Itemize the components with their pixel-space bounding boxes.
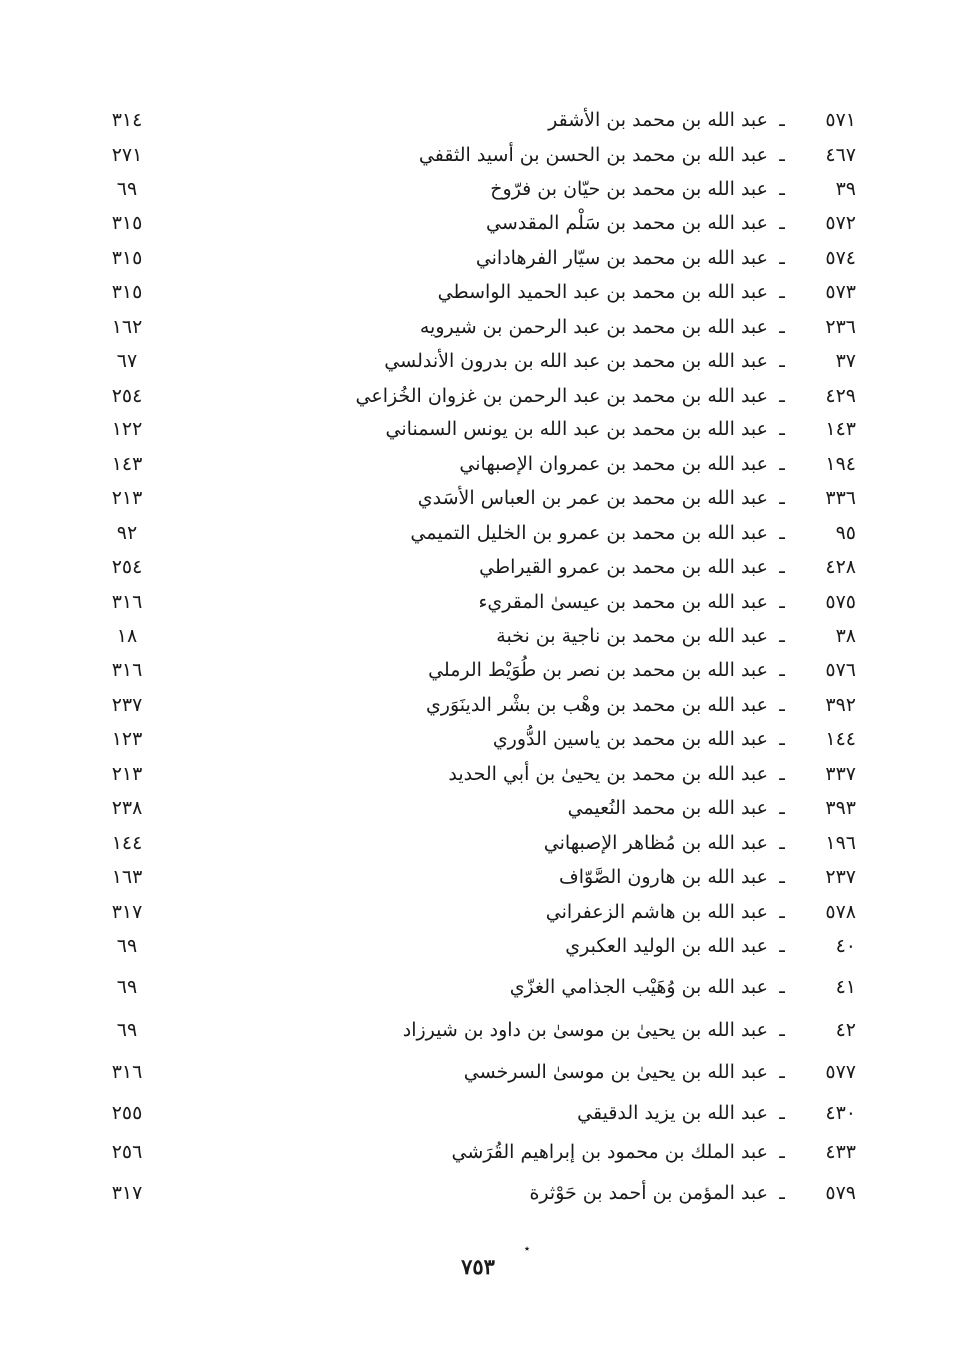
entry-number: ٤٣٣ [825, 1141, 856, 1163]
entry-page-ref: ٣١٧ [111, 901, 143, 923]
entry-dash: ـ [779, 247, 785, 269]
entry-number: ٣٧ [835, 350, 856, 372]
entry-number: ٥٧٩ [825, 1182, 856, 1204]
entry-number: ١٩٦ [825, 832, 856, 854]
index-entry [0, 793, 956, 823]
entry-number: ٥٧٣ [825, 281, 856, 303]
entry-name: عبد الله بن محمد بن عبد الله بن بدرون الأندلسي [384, 350, 768, 372]
entry-number: ٣٣٧ [825, 763, 856, 785]
entry-name: عبد الله بن الوليد العكبري [565, 935, 768, 957]
entry-dash: ـ [779, 385, 785, 407]
entry-number: ٣٨ [835, 625, 856, 647]
index-entry [0, 862, 956, 892]
entry-page-ref: ١٢٣ [111, 728, 143, 750]
entry-dash: ـ [779, 591, 785, 613]
entry-number: ٤٢٩ [825, 385, 856, 407]
index-entry [0, 381, 956, 411]
entry-dash: ـ [779, 797, 785, 819]
entry-number: ٤٣٠ [825, 1102, 856, 1124]
entry-page-ref: ٢٥٦ [111, 1141, 143, 1163]
entry-name: عبد الله بن محمد بن عبد الحميد الواسطي [437, 281, 768, 303]
entry-dash: ـ [779, 976, 785, 998]
index-entry [0, 655, 956, 685]
entry-name: عبد الله بن هاشم الزعفراني [545, 901, 768, 923]
entry-dash: ـ [779, 109, 785, 131]
entry-name: عبد الملك بن محمود بن إبراهيم القُرَشي [451, 1141, 768, 1163]
entry-dash: ـ [779, 281, 785, 303]
entry-dash: ـ [779, 1061, 785, 1083]
entry-page-ref: ٣١٧ [111, 1182, 143, 1204]
entry-dash: ـ [779, 316, 785, 338]
entry-dash: ـ [779, 832, 785, 854]
entry-dash: ـ [779, 694, 785, 716]
entry-page-ref: ٦٩ [116, 178, 138, 200]
entry-page-ref: ٢١٣ [111, 763, 143, 785]
entry-number: ٢٣٦ [825, 316, 856, 338]
entry-name: عبد الله بن محمد بن سيّار الفرهاداني [475, 247, 768, 269]
entry-page-ref: ٣١٥ [111, 281, 143, 303]
entry-number: ٥٧٧ [825, 1061, 856, 1083]
entry-dash: ـ [779, 763, 785, 785]
entry-page-ref: ٢٥٤ [111, 556, 143, 578]
index-entry [0, 312, 956, 342]
entry-name: عبد الله بن محمد بن نصر بن طُوَيْط الرملي [428, 659, 768, 681]
index-entry [0, 1057, 956, 1087]
entry-page-ref: ٣١٦ [111, 591, 143, 613]
entry-dash: ـ [779, 728, 785, 750]
entry-page-ref: ٦٩ [116, 935, 138, 957]
entry-page-ref: ٣١٤ [111, 109, 143, 131]
entry-name: عبد الله بن محمد بن حيّان بن فرّوخ [490, 178, 768, 200]
entry-dash: ـ [779, 487, 785, 509]
index-entry [0, 1178, 956, 1208]
index-entry [0, 724, 956, 754]
entry-number: ٤٦٧ [825, 144, 856, 166]
entry-page-ref: ٣١٦ [111, 1061, 143, 1083]
entry-dash: ـ [779, 212, 785, 234]
index-entry [0, 690, 956, 720]
entry-dash: ـ [779, 625, 785, 647]
entry-number: ٤٢ [835, 1019, 856, 1041]
index-entry [0, 552, 956, 582]
entry-name: عبد الله بن محمد بن ياسين الدُّوري [492, 728, 768, 750]
entry-page-ref: ١٦٢ [111, 316, 143, 338]
index-entry [0, 483, 956, 513]
entry-dash: ـ [779, 522, 785, 544]
entry-name: عبد الله بن يحيىٰ بن موسىٰ بن داود بن شيرزاد [402, 1019, 768, 1041]
entry-name: عبد الله بن محمد بن الأشقر [548, 109, 768, 131]
entry-page-ref: ٢٥٥ [111, 1102, 143, 1124]
index-entry [0, 1015, 956, 1045]
index-entry [0, 621, 956, 651]
entry-name: عبد الله بن محمد بن عمر بن العباس الأسَدي [417, 487, 768, 509]
index-entry [0, 140, 956, 170]
entry-page-ref: ٢٣٨ [111, 797, 143, 819]
entry-dash: ـ [779, 935, 785, 957]
ornament-mark: ٭ [524, 1242, 530, 1255]
index-entry [0, 759, 956, 789]
entry-number: ٢٣٧ [825, 866, 856, 888]
entry-number: ٥٧٤ [825, 247, 856, 269]
index-entry [0, 1098, 956, 1128]
index-entry [0, 897, 956, 927]
index-entry [0, 174, 956, 204]
entry-name: عبد الله بن يحيىٰ بن موسىٰ السرخسي [463, 1061, 768, 1083]
index-entry [0, 1137, 956, 1167]
entry-number: ٥٧٢ [825, 212, 856, 234]
entry-number: ٣٩٢ [825, 694, 856, 716]
entry-page-ref: ٢٥٤ [111, 385, 143, 407]
entry-dash: ـ [779, 901, 785, 923]
entry-page-ref: ١٨ [116, 625, 138, 647]
entry-number: ١٩٤ [825, 453, 856, 475]
entry-dash: ـ [779, 1102, 785, 1124]
entry-dash: ـ [779, 178, 785, 200]
entry-name: عبد الله بن محمد بن عمرو بن الخليل التميمي [410, 522, 768, 544]
entry-page-ref: ٦٧ [116, 350, 138, 372]
entry-page-ref: ٦٩ [116, 1019, 138, 1041]
entry-number: ٤١ [835, 976, 856, 998]
entry-name: عبد الله بن محمد بن عمروان الإصبهاني [459, 453, 768, 475]
entry-page-ref: ٢٧١ [111, 144, 143, 166]
entry-dash: ـ [779, 556, 785, 578]
entry-page-ref: ٢٣٧ [111, 694, 143, 716]
index-entry [0, 518, 956, 548]
entry-name: عبد الله بن يزيد الدقيقي [577, 1102, 768, 1124]
entry-name: عبد الله بن محمد بن عبد الرحمن بن غزوان الخُزاعي [355, 385, 768, 407]
entry-name: عبد الله بن محمد بن وهْب بن بشْر الدينَوَري [425, 694, 768, 716]
entry-page-ref: ١٤٤ [111, 832, 143, 854]
entry-name: عبد الله بن محمد بن عبد الرحمن بن شيرويه [419, 316, 768, 338]
entry-dash: ـ [779, 659, 785, 681]
entry-name: عبد الله بن هارون الصَّوّاف [559, 866, 768, 888]
entry-name: عبد المؤمن بن أحمد بن حَوْثرة [529, 1182, 768, 1204]
entry-number: ٤٠ [835, 935, 856, 957]
entry-name: عبد الله بن وُهَيْب الجذامي الغزّي [509, 976, 768, 998]
entry-name: عبد الله بن محمد بن الحسن بن أسيد الثقفي [418, 144, 768, 166]
entry-number: ٥٧٦ [825, 659, 856, 681]
entry-number: ١٤٣ [825, 418, 856, 440]
entry-dash: ـ [779, 350, 785, 372]
entry-page-ref: ١٦٣ [111, 866, 143, 888]
entry-number: ٤٢٨ [825, 556, 856, 578]
entry-page-ref: ٦٩ [116, 976, 138, 998]
index-entry [0, 277, 956, 307]
entry-name: عبد الله بن محمد بن سَلْم المقدسي [486, 212, 768, 234]
index-entry [0, 414, 956, 444]
entry-number: ٣٩ [835, 178, 856, 200]
entry-page-ref: ٣١٦ [111, 659, 143, 681]
index-entry [0, 972, 956, 1002]
index-entry [0, 105, 956, 135]
entry-number: ٥٧١ [825, 109, 856, 131]
index-entry [0, 449, 956, 479]
entry-page-ref: ٩٢ [116, 522, 138, 544]
entry-dash: ـ [779, 866, 785, 888]
index-entry [0, 828, 956, 858]
index-entry [0, 243, 956, 273]
entry-dash: ـ [779, 418, 785, 440]
entry-name: عبد الله بن محمد بن عيسىٰ المقريء [478, 591, 768, 613]
entry-name: عبد الله بن مُظاهر الإصبهاني [543, 832, 768, 854]
entry-page-ref: ١٢٢ [111, 418, 143, 440]
entry-dash: ـ [779, 1182, 785, 1204]
entry-dash: ـ [779, 453, 785, 475]
entry-number: ٥٧٥ [825, 591, 856, 613]
entry-dash: ـ [779, 1141, 785, 1163]
entry-name: عبد الله بن محمد النُعيمي [567, 797, 768, 819]
entry-page-ref: ٣١٥ [111, 247, 143, 269]
entry-name: عبد الله بن محمد بن ناجية بن نخبة [496, 625, 768, 647]
entry-number: ٥٧٨ [825, 901, 856, 923]
entry-dash: ـ [779, 144, 785, 166]
entry-page-ref: ١٤٣ [111, 453, 143, 475]
entry-name: عبد الله بن محمد بن عبد الله بن يونس السمناني [385, 418, 768, 440]
index-entry [0, 587, 956, 617]
entry-number: ٣٣٦ [825, 487, 856, 509]
entry-number: ١٤٤ [825, 728, 856, 750]
index-entry [0, 346, 956, 376]
entry-name: عبد الله بن محمد بن يحيىٰ بن أبي الحديد [448, 763, 768, 785]
index-entry [0, 208, 956, 238]
page-number: ٧٥٣ [461, 1254, 495, 1279]
entry-number: ٣٩٣ [825, 797, 856, 819]
index-entry [0, 931, 956, 961]
entry-name: عبد الله بن محمد بن عمرو القيراطي [479, 556, 768, 578]
entry-dash: ـ [779, 1019, 785, 1041]
entry-page-ref: ٢١٣ [111, 487, 143, 509]
entry-page-ref: ٣١٥ [111, 212, 143, 234]
entry-number: ٩٥ [835, 522, 856, 544]
